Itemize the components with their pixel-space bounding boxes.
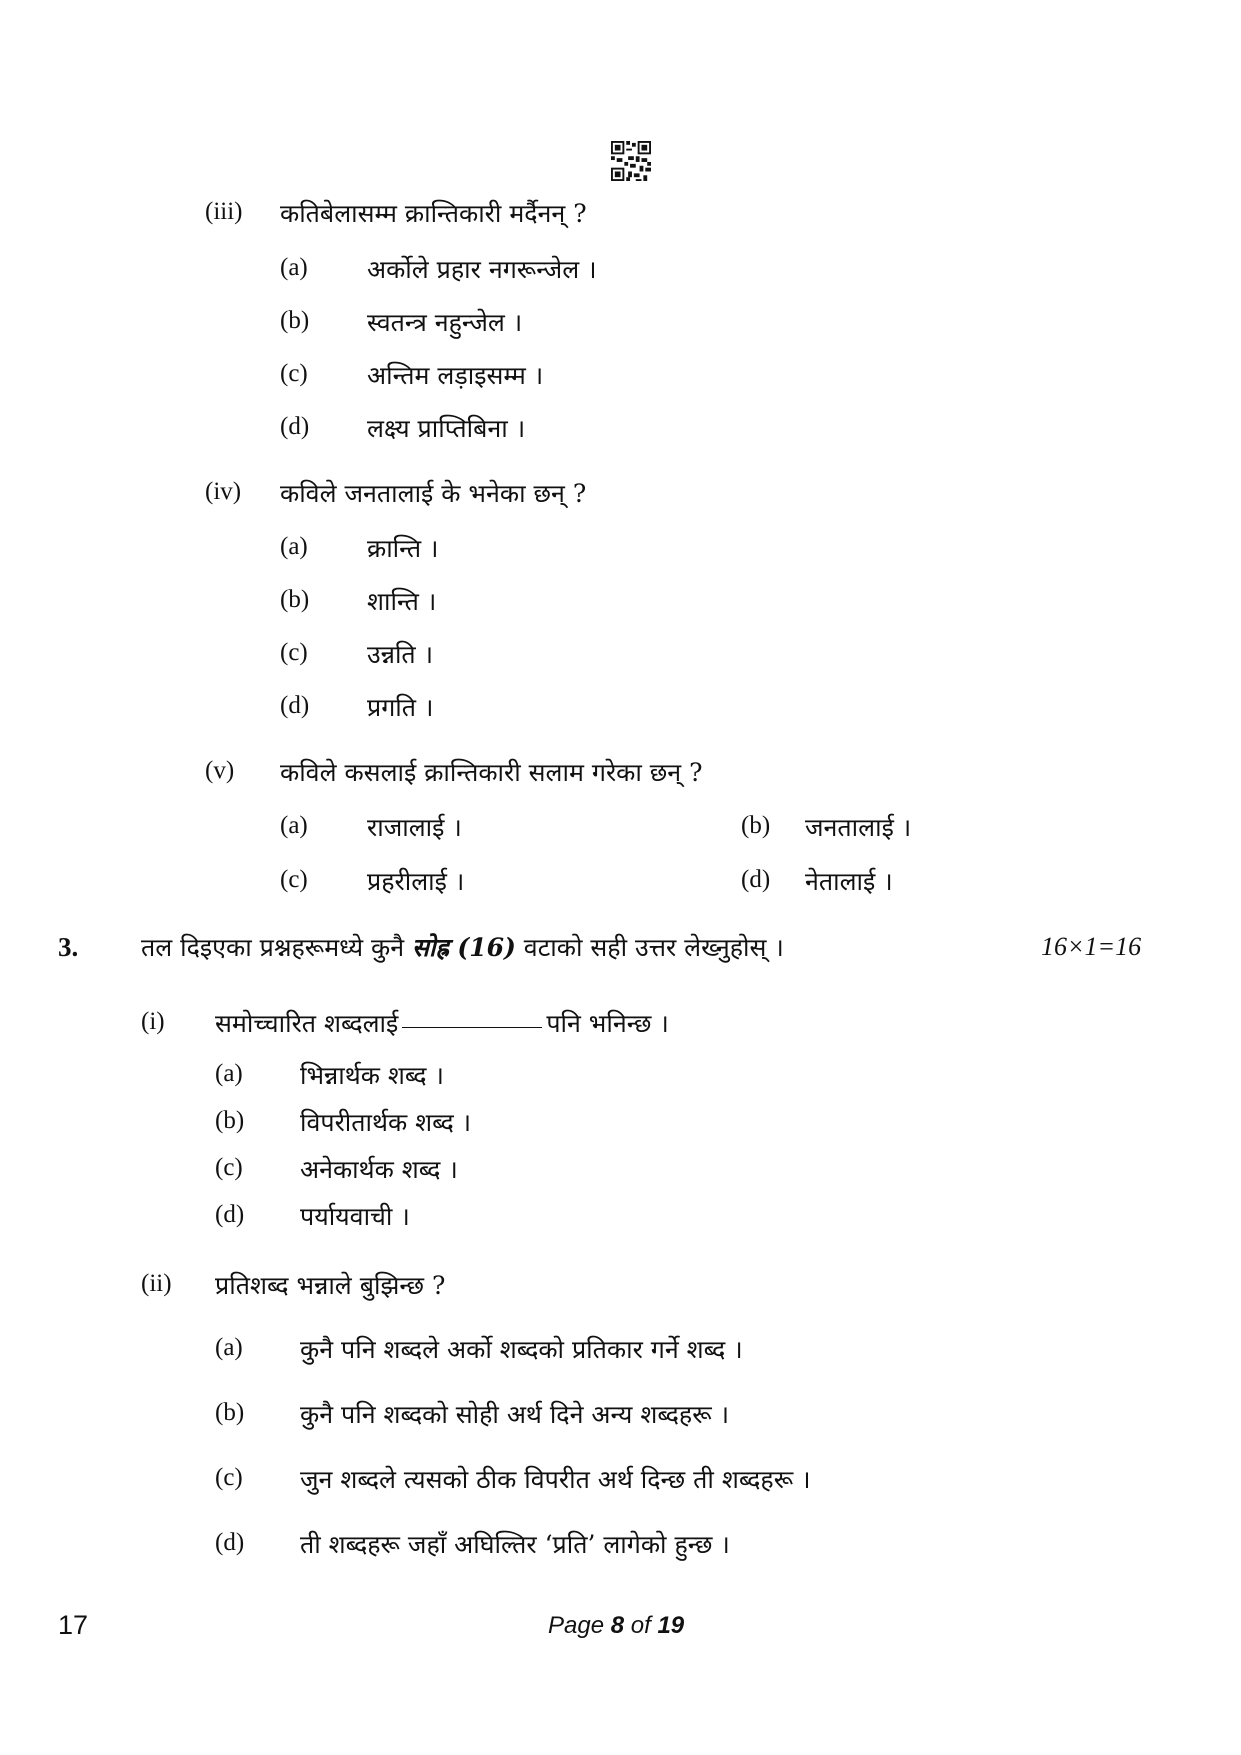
option-text: स्वतन्त्र नहुन्जेल । xyxy=(367,308,523,337)
option-label: (c) xyxy=(280,866,308,893)
fill-in-blank xyxy=(402,1027,542,1028)
option-text: नेतालाई । xyxy=(805,867,893,896)
option-label: (d) xyxy=(215,1529,245,1556)
option-label: (c) xyxy=(280,360,308,387)
option-text: अर्कोले प्रहार नगरून्जेल । xyxy=(367,255,597,284)
option-label: (d) xyxy=(215,1201,245,1228)
option-text: विपरीतार्थक शब्द । xyxy=(300,1108,472,1137)
option-text: कुनै पनि शब्दले अर्को शब्दको प्रतिकार गर्ने शब्द । xyxy=(300,1335,743,1364)
question-text: कविले जनतालाई के भनेका छन् ? xyxy=(280,479,587,508)
option-text: अन्तिम लड़ाइसम्म । xyxy=(367,361,544,390)
question-3-count: सोह्र (16) xyxy=(412,933,516,962)
question-number: (i) xyxy=(141,1008,165,1035)
option-text: प्रगति । xyxy=(367,693,434,722)
option-text: लक्ष्य प्राप्तिबिना । xyxy=(367,414,526,443)
option-text: प्रहरीलाई । xyxy=(367,867,465,896)
option-text: पर्यायवाची । xyxy=(300,1202,410,1231)
paper-code: 17 xyxy=(58,1610,89,1640)
option-label: (a) xyxy=(215,1334,243,1361)
marks-allocation: 16×1=16 xyxy=(1041,932,1142,961)
question-text: कविले कसलाई क्रान्तिकारी सलाम गरेका छन् ? xyxy=(280,758,703,787)
question-number: (iv) xyxy=(205,478,242,505)
option-label: (d) xyxy=(280,413,310,440)
option-text: जुन शब्दले त्यसको ठीक विपरीत अर्थ दिन्छ ती शब्दहरू । xyxy=(300,1465,811,1494)
option-text: अनेकार्थक शब्द । xyxy=(300,1155,458,1184)
option-label: (b) xyxy=(280,307,310,334)
option-label: (a) xyxy=(280,254,308,281)
question-3-number: 3. xyxy=(58,932,79,962)
option-text: कुनै पनि शब्दको सोही अर्थ दिने अन्य शब्दहरू । xyxy=(300,1400,730,1429)
option-text: जनतालाई । xyxy=(805,813,912,842)
question-number: (ii) xyxy=(141,1270,172,1297)
option-label: (c) xyxy=(280,639,308,666)
option-text: उन्नति । xyxy=(367,640,434,669)
option-label: (c) xyxy=(215,1464,243,1491)
option-text: ती शब्दहरू जहाँ अघिल्तिर ‘प्रति’ लागेको हुन्छ । xyxy=(300,1530,730,1559)
option-label: (c) xyxy=(215,1154,243,1181)
question-text: समोच्चारित शब्दलाई पनि भनिन्छ । xyxy=(215,1009,669,1038)
question-number: (v) xyxy=(205,757,235,784)
question-text: प्रतिशब्द भन्नाले बुझिन्छ ? xyxy=(215,1271,446,1300)
option-label: (b) xyxy=(280,586,310,613)
option-label: (d) xyxy=(280,692,310,719)
option-label: (a) xyxy=(215,1060,243,1087)
option-label: (b) xyxy=(215,1399,245,1426)
option-text: क्रान्ति । xyxy=(367,534,439,563)
question-3-instruction: तल दिइएका प्रश्नहरूमध्ये कुनै सोह्र (16) वटाको सही उत्तर लेख्नुहोस् । xyxy=(141,933,784,962)
option-label: (b) xyxy=(215,1107,245,1134)
option-label: (a) xyxy=(280,812,308,839)
page-number: Page 8 of 19 xyxy=(548,1612,685,1639)
option-text: भिन्नार्थक शब्द । xyxy=(300,1061,444,1090)
option-label: (b) xyxy=(741,812,771,839)
question-text: कतिबेलासम्म क्रान्तिकारी मर्दैनन् ? xyxy=(280,199,587,228)
option-text: शान्ति । xyxy=(367,587,437,616)
question-number: (iii) xyxy=(205,198,243,225)
qr-code-icon xyxy=(611,141,651,181)
option-label: (a) xyxy=(280,533,308,560)
option-label: (d) xyxy=(741,866,771,893)
option-text: राजालाई । xyxy=(367,813,462,842)
